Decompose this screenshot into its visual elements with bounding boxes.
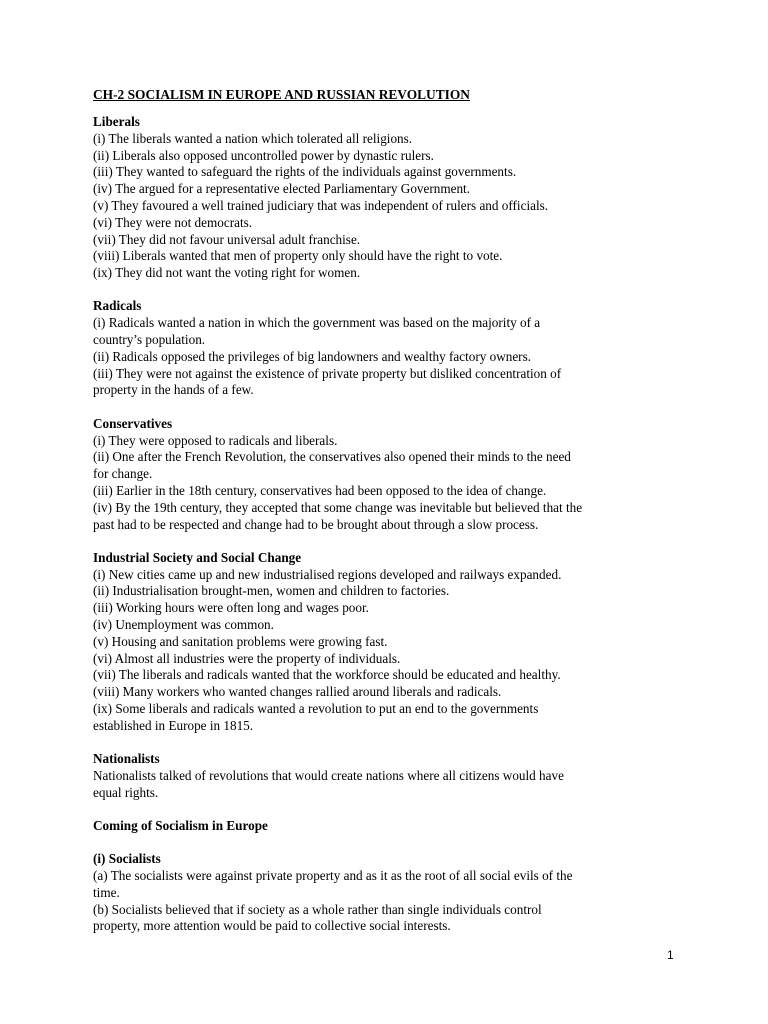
- body-line: (vii) They did not favour universal adult franchise.: [93, 231, 361, 247]
- body-line: (ii) Industrialisation brought-men, women and children to factories.: [93, 583, 450, 599]
- section-socialists: [93, 851, 683, 935]
- section-heading: Industrial Society and Social Change: [93, 549, 302, 565]
- body-line: (v) Housing and sanitation problems were growing fast.: [93, 633, 388, 649]
- section-liberals: [93, 114, 683, 282]
- body-line: (ii) Radicals opposed the privileges of big landowners and wealthy factory owners.: [93, 348, 531, 364]
- section-heading: Conservatives: [93, 415, 173, 431]
- body-line: (viii) Liberals wanted that men of property only should have the right to vote.: [93, 248, 503, 264]
- section-heading: Liberals: [93, 114, 140, 129]
- body-line: (a) The socialists were against private property and as it as the root of all social evils of the: [93, 868, 573, 884]
- body-line: country’s population.: [93, 332, 206, 348]
- body-line: for change.: [93, 466, 153, 482]
- body-line: (i) The liberals wanted a nation which tolerated all religions.: [93, 130, 413, 146]
- body-line: (i) Radicals wanted a nation in which the government was based on the majority of a: [93, 315, 541, 331]
- body-line: (viii) Many workers who wanted changes rallied around liberals and radicals.: [93, 684, 502, 700]
- body-line: property in the hands of a few.: [93, 382, 254, 398]
- body-line: past had to be respected and change had to be brought about through a slow process.: [93, 516, 539, 532]
- body-line: time.: [93, 884, 120, 900]
- body-line: (iv) Unemployment was common.: [93, 617, 274, 633]
- body-line: (iii) Working hours were often long and wages poor.: [93, 600, 369, 616]
- body-line: (ii) Liberals also opposed uncontrolled power by dynastic rulers.: [93, 147, 434, 163]
- body-line: (iv) By the 19th century, they accepted that some change was inevitable but believed that the: [93, 499, 583, 515]
- section-coming-of-socialism: [93, 818, 683, 835]
- body-line: established in Europe in 1815.: [93, 717, 254, 733]
- section-heading: (i) Socialists: [93, 851, 161, 867]
- body-line: (ix) Some liberals and radicals wanted a revolution to put an end to the governments: [93, 701, 539, 716]
- body-line: Nationalists talked of revolutions that would create nations where all citizens would have: [93, 767, 564, 783]
- body-line: (v) They favoured a well trained judiciary that was independent of rulers and officials.: [93, 197, 549, 213]
- body-line: (iv) The argued for a representative elected Parliamentary Government.: [93, 181, 471, 197]
- body-line: (i) They were opposed to radicals and liberals.: [93, 432, 338, 448]
- section-nationalists: [93, 751, 683, 801]
- body-line: (i) New cities came up and new industrialised regions developed and railways expanded.: [93, 566, 562, 582]
- section-heading: Coming of Socialism in Europe: [93, 817, 268, 833]
- body-line: (iii) They wanted to safeguard the rights of the individuals against governments.: [93, 164, 517, 180]
- section-radicals: [93, 298, 683, 399]
- body-line: property, more attention would be paid to collective social interests.: [93, 918, 451, 934]
- body-line: (b) Socialists believed that if society as a whole rather than single individuals control: [93, 901, 542, 917]
- body-line: (vii) The liberals and radicals wanted that the workforce should be educated and healthy.: [93, 667, 561, 683]
- document-title: CH-2 SOCIALISM IN EUROPE AND RUSSIAN REVOLUTION: [93, 87, 470, 102]
- body-line: (vi) Almost all industries were the property of individuals.: [93, 650, 401, 666]
- section-conservatives: [93, 416, 683, 534]
- section-heading: Radicals: [93, 298, 142, 314]
- section-industrial-society: [93, 550, 683, 735]
- body-line: (ix) They did not want the voting right for women.: [93, 265, 361, 281]
- body-line: equal rights.: [93, 784, 159, 800]
- document-page: [93, 86, 683, 952]
- body-line: (ii) One after the French Revolution, the conservatives also opened their minds to the need: [93, 449, 571, 465]
- body-line: (iii) They were not against the existence of private property but disliked concentration of: [93, 365, 562, 381]
- body-line: (vi) They were not democrats.: [93, 214, 253, 230]
- section-heading: Nationalists: [93, 751, 160, 767]
- body-line: (iii) Earlier in the 18th century, conservatives had been opposed to the idea of change.: [93, 482, 547, 498]
- page-number: 1: [667, 948, 674, 962]
